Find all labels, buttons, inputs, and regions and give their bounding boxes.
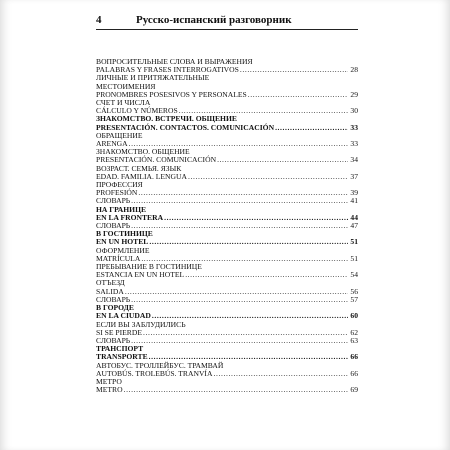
toc-entry (96, 271, 358, 279)
dot-leader (213, 370, 348, 378)
toc-entry-title: АВТОБУС. ТРОЛЛЕЙБУС. ТРАМВАЙ (96, 360, 224, 370)
toc-entry-title: МЕТРО (96, 376, 122, 386)
toc-entry-page: 56 (350, 286, 358, 296)
toc-entry-page: 62 (350, 327, 358, 337)
toc-entry-page: 63 (350, 335, 358, 345)
toc-entry-title: В ГОСТИНИЦЕ (96, 229, 153, 239)
dot-leader (131, 197, 348, 205)
dot-leader (188, 173, 348, 181)
toc-entry-title: PRESENTACIÓN. COMUNICACIÓN (96, 155, 217, 165)
toc-entry (96, 386, 358, 394)
toc-entry-title: ESTANCIA EN UN HOTEL (96, 270, 185, 280)
toc-entry-title: AUTOBÚS. TROLEBÚS. TRANVÍA (96, 368, 213, 378)
toc-entry (96, 214, 358, 222)
toc-entry-page: 51 (350, 253, 358, 263)
toc-entry-page: 60 (350, 311, 358, 321)
toc-entry-title: ЗНАКОМСТВО. ОБЩЕНИЕ (96, 147, 190, 157)
dot-leader (125, 288, 349, 296)
toc-entry-page: 57 (350, 294, 358, 304)
dot-leader (131, 222, 348, 230)
dot-leader (217, 156, 348, 164)
toc-entry-page: 29 (350, 89, 358, 99)
toc-entry-title: МЕСТОИМЕНИЯ (96, 81, 156, 91)
toc-entry-page: 51 (350, 237, 358, 247)
toc-entry-page: 66 (350, 352, 358, 362)
toc-entry-title: PROFESIÓN (96, 188, 138, 198)
toc-entry-title: ЛИЧНЫЕ И ПРИТЯЖАТЕЛЬНЫЕ (96, 73, 210, 83)
toc-entry-title: ОТЪЕЗД (96, 278, 125, 288)
toc-entry-title: ARENGA (96, 139, 128, 149)
toc-entry (96, 279, 358, 287)
table-of-contents (96, 58, 358, 394)
toc-entry-title: EDAD. FAMILIA. LENGUA (96, 171, 187, 181)
dot-leader (185, 271, 348, 279)
toc-entry-title: СЛОВАРЬ (96, 196, 131, 206)
toc-entry-title: ПРОФЕССИЯ (96, 180, 143, 190)
toc-entry-title: СЛОВАРЬ (96, 294, 131, 304)
toc-entry-title: SALIDA (96, 286, 124, 296)
toc-entry (96, 296, 358, 304)
page-header (96, 14, 358, 30)
toc-entry-page: 39 (350, 188, 358, 198)
toc-entry-title: MATRÍCULA (96, 253, 141, 263)
toc-entry-title: ВОПРОСИТЕЛЬНЫЕ СЛОВА И ВЫРАЖЕНИЯ (96, 57, 253, 66)
toc-entry-page: 37 (350, 171, 358, 181)
toc-entry-title: PRESENTACIÓN. CONTACTOS. COMUNICACIÓN (96, 122, 275, 132)
dot-leader (164, 214, 348, 222)
toc-entry-page: 41 (350, 196, 358, 206)
toc-entry-page: 28 (350, 65, 358, 75)
toc-entry-page: 33 (350, 122, 358, 132)
toc-entry-title: ПРЕБЫВАНИЕ В ГОСТИНИЦЕ (96, 262, 202, 272)
toc-entry-title: TRANSPORTE (96, 352, 148, 362)
toc-entry-title: SI SE PIERDE (96, 327, 142, 337)
toc-entry-title: ЕСЛИ ВЫ ЗАБЛУДИЛИСЬ (96, 319, 186, 329)
toc-entry-page: 47 (350, 221, 358, 231)
dot-leader (143, 329, 348, 337)
toc-entry-title: EN UN HOTEL (96, 237, 149, 247)
dot-leader (138, 189, 348, 197)
running-title: Русско-испанский разговорник (136, 14, 292, 26)
toc-entry-title: ЗНАКОМСТВО. ВСТРЕЧИ. ОБЩЕНИЕ (96, 114, 237, 124)
dot-leader (248, 91, 349, 99)
dot-leader (131, 337, 348, 345)
toc-entry-title: EN LA FRONTERA (96, 212, 164, 222)
dot-leader (131, 296, 348, 304)
dot-leader (240, 66, 349, 74)
toc-entry (96, 370, 358, 378)
toc-entry-title: PALABRAS Y FRASES INTERROGATIVOS (96, 65, 239, 75)
toc-entry-title: ОБРАЩЕНИЕ (96, 130, 143, 140)
toc-entry-title: CÁLCULO Y NÚMEROS (96, 106, 178, 116)
toc-entry-title: СЛОВАРЬ (96, 221, 131, 231)
toc-entry (96, 132, 358, 140)
dot-leader (149, 238, 348, 246)
toc-entry-title: METRO (96, 385, 123, 395)
toc-entry-page: 33 (350, 139, 358, 149)
toc-entry-page: 69 (350, 385, 358, 395)
toc-entry (96, 329, 358, 337)
toc-entry (96, 378, 358, 386)
toc-entry-title: СЛОВАРЬ (96, 335, 131, 345)
toc-entry (96, 189, 358, 197)
toc-entry-page: 54 (350, 270, 358, 280)
dot-leader (275, 124, 348, 132)
toc-entry-title: ТРАНСПОРТ (96, 344, 144, 354)
toc-entry-page: 30 (350, 106, 358, 116)
toc-entry-page: 66 (350, 368, 358, 378)
toc-entry-title: PRONOMBRES POSESIVOS Y PERSONALES (96, 89, 247, 99)
toc-entry-page: 34 (350, 155, 358, 165)
toc-entry-title: В ГОРОДЕ (96, 303, 134, 313)
toc-entry (96, 288, 358, 296)
dot-leader (124, 386, 349, 394)
toc-entry-page: 44 (350, 212, 358, 222)
toc-entry-title: СЧЕТ И ЧИСЛА (96, 98, 151, 108)
toc-entry-title: НА ГРАНИЦЕ (96, 204, 147, 214)
toc-entry-title: EN LA CIUDAD (96, 311, 151, 321)
toc-entry-title: ВОЗРАСТ. СЕМЬЯ. ЯЗЫК (96, 163, 182, 173)
toc-entry-title: ОФОРМЛЕНИЕ (96, 245, 150, 255)
page-number: 4 (96, 14, 102, 26)
